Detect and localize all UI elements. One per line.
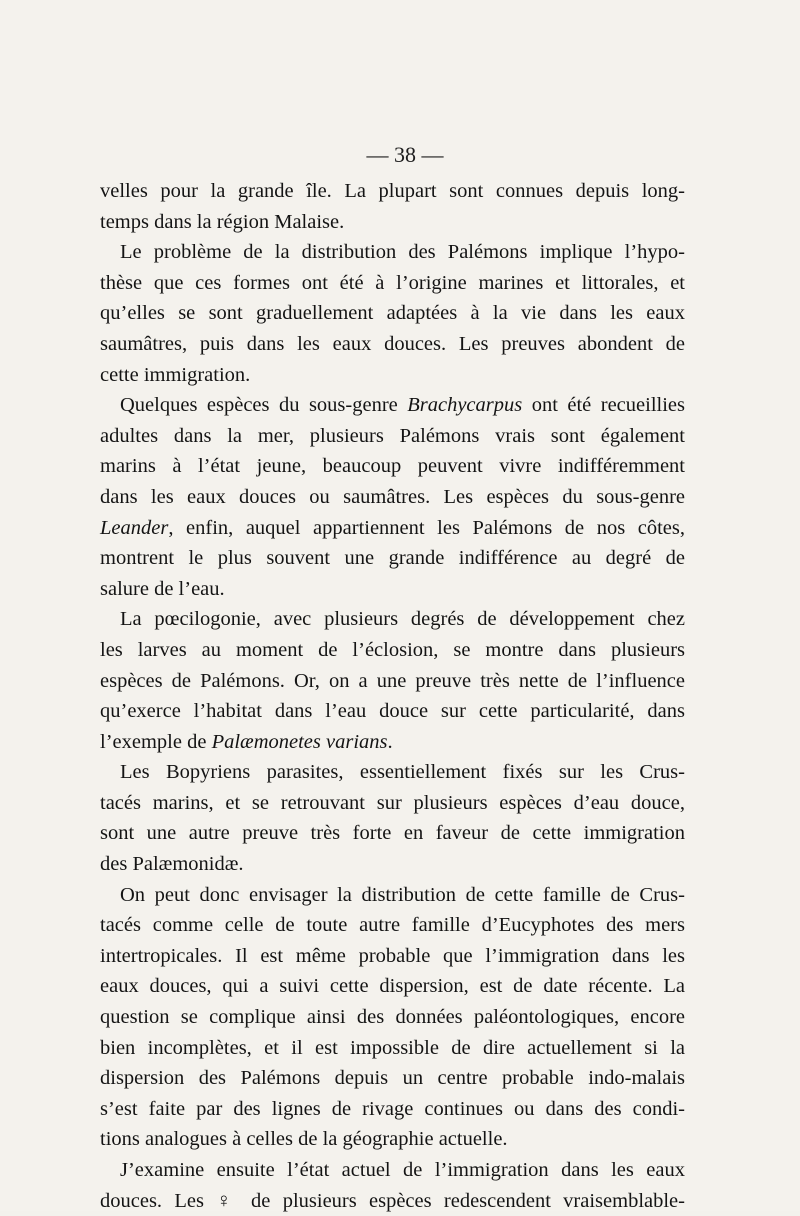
italic-taxon-name: Palæmonetes varians: [211, 730, 388, 753]
text-line: sont une autre preuve très forte en faveur de cette immigration: [100, 822, 685, 845]
text-line: saumâtres, puis dans les eaux douces. Les preuves abondent de: [100, 332, 685, 355]
text-line: Les Bopyriens parasites, essentiellement fixés sur les Crus-: [120, 761, 685, 784]
text-line: salure de l’eau.: [100, 577, 225, 600]
text-line: des Palæmonidæ.: [100, 853, 244, 876]
text-line: [100, 727, 685, 758]
page-number: — 38 —: [366, 142, 444, 167]
text-line: cette immigration.: [100, 363, 251, 386]
text-line: bien incomplètes, et il est impossible de dire actuellement si la: [100, 1036, 685, 1059]
text-line: [100, 390, 685, 421]
text-line: les larves au moment de l’éclosion, se montre dans plusieurs: [100, 638, 685, 661]
text-line: adultes dans la mer, plusieurs Palémons vrais sont également: [100, 424, 685, 447]
text-line: velles pour la grande île. La plupart sont connues depuis long-: [100, 180, 685, 202]
text-line: tacés comme celle de toute autre famille d’Eucyphotes des mers: [100, 914, 685, 937]
text-line: dispersion des Palémons depuis un centre probable indo-malais: [100, 1067, 685, 1090]
text-line: thèse que ces formes ont été à l’origine marines et littorales, et: [100, 271, 685, 294]
text-line: On peut donc envisager la distribution de cette famille de Crus-: [120, 883, 685, 906]
text-line: dans les eaux douces ou saumâtres. Les espèces du sous-genre: [100, 485, 685, 508]
text-line: Le problème de la distribution des Palémons implique l’hypo-: [120, 241, 685, 264]
text-segment: .: [387, 730, 393, 753]
text-line: qu’elles se sont graduellement adaptées à la vie dans les eaux: [100, 302, 685, 325]
text-segment: ont été recueillies: [522, 394, 685, 417]
text-segment: l’exemple de: [100, 730, 212, 753]
text-line: s’est faite par des lignes de rivage continues ou dans des condi-: [100, 1097, 685, 1120]
italic-taxon-name: Leander: [100, 516, 169, 539]
text-line: eaux douces, qui a suivi cette dispersion, est de date récente. La: [100, 975, 685, 998]
text-segment: , enfin, auquel appartiennent les Palémons de nos côtes,: [168, 516, 685, 539]
text-line: intertropicales. Il est même probable que l’immigration dans les: [100, 944, 685, 967]
text-line: [100, 513, 685, 544]
text-line: J’examine ensuite l’état actuel de l’immigration dans les eaux: [120, 1159, 685, 1181]
text-line: tions analogues à celles de la géographie actuelle.: [100, 1128, 508, 1151]
text-line: tacés marins, et se retrouvant sur plusieurs espèces d’eau douce,: [100, 791, 685, 814]
text-line: montrent le plus souvent une grande indifférence au degré de: [100, 547, 685, 570]
text-line: marins à l’état jeune, beaucoup peuvent vivre indifféremment: [100, 455, 685, 478]
text-line: La pœcilogonie, avec plusieurs degrés de développement chez: [120, 608, 685, 631]
text-line: question se complique ainsi des données paléontologiques, encore: [100, 1006, 685, 1029]
body-text: [100, 176, 685, 1216]
italic-taxon-name: Brachycarpus: [407, 394, 523, 417]
text-line: espèces de Palémons. Or, on a une preuve très nette de l’influence: [100, 669, 685, 692]
text-line: qu’exerce l’habitat dans l’eau douce sur cette particularité, dans: [100, 700, 685, 723]
text-line: temps dans la région Malaise.: [100, 210, 345, 233]
text-line: douces. Les ♀ de plusieurs espèces redescendent vraisemblable-: [100, 1189, 685, 1212]
text-segment: Quelques espèces du sous-genre: [120, 394, 408, 417]
